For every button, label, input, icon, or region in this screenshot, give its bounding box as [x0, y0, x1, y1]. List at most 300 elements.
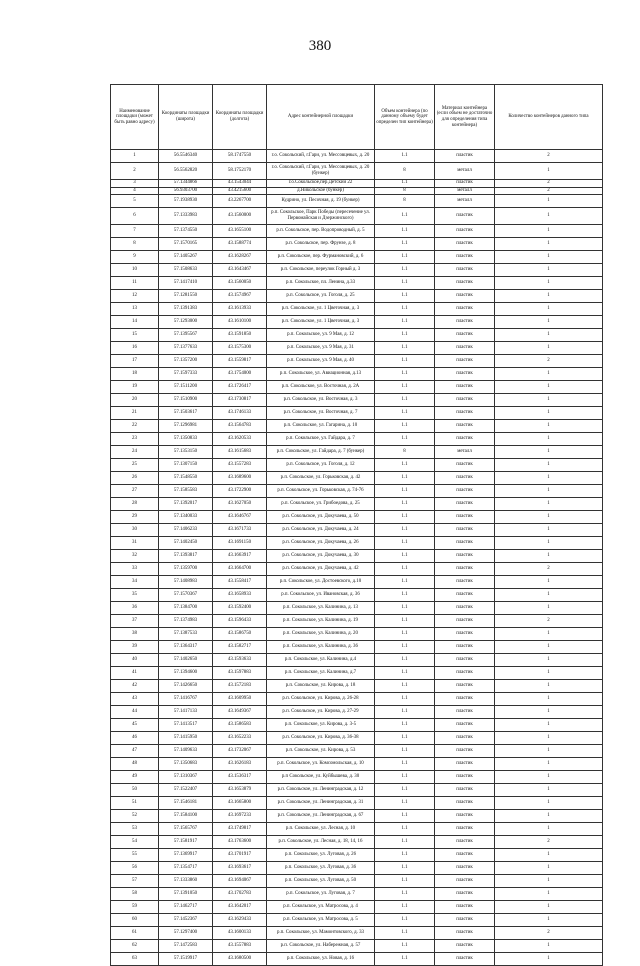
- cell-count: 1: [495, 394, 603, 407]
- cell-site-name: 37: [111, 615, 159, 628]
- cell-material: пластик: [435, 667, 495, 680]
- cell-material: пластик: [435, 511, 495, 524]
- cell-longitude: 43.1610100: [213, 316, 267, 329]
- cell-volume: 1.1: [375, 238, 435, 251]
- cell-site-name: 8: [111, 238, 159, 251]
- cell-longitude: 43.1628267: [213, 251, 267, 264]
- cell-longitude: 43.1649367: [213, 706, 267, 719]
- cell-latitude: 57.1413517: [159, 719, 213, 732]
- cell-latitude: 57.1519917: [159, 953, 213, 966]
- cell-site-name: 20: [111, 394, 159, 407]
- cell-site-name: 62: [111, 940, 159, 953]
- cell-count: 1: [495, 719, 603, 732]
- cell-volume: 1.1: [375, 316, 435, 329]
- cell-latitude: 57.1511200: [159, 381, 213, 394]
- cell-volume: 1.1: [375, 745, 435, 758]
- cell-longitude: 43.1597883: [213, 667, 267, 680]
- cell-latitude: 57.1548550: [159, 472, 213, 485]
- cell-volume: 8: [375, 446, 435, 459]
- table-row: [111, 784, 603, 797]
- cell-count: 1: [495, 953, 603, 966]
- table-row: [111, 745, 603, 758]
- cell-volume: 1.1: [375, 628, 435, 641]
- cell-site-name: 17: [111, 355, 159, 368]
- cell-longitude: 43.1665800: [213, 797, 267, 810]
- cell-longitude: 43.1615683: [213, 446, 267, 459]
- cell-count: 1: [495, 381, 603, 394]
- cell-count: 2: [495, 355, 603, 368]
- table-row: [111, 316, 603, 329]
- cell-latitude: 57.1357200: [159, 355, 213, 368]
- cell-address: р.п. Сокольское, ул. Грибоедова, д. 25: [267, 498, 375, 511]
- table-row: [111, 394, 603, 407]
- cell-latitude: 57.1391383: [159, 303, 213, 316]
- cell-address: р.п. Сокольское, ул. Докучаева, д. 26: [267, 537, 375, 550]
- cell-site-name: 7: [111, 225, 159, 238]
- cell-volume: 1.1: [375, 225, 435, 238]
- cell-address: р.п. Сокольское, ул. Докучаева, д. 24: [267, 524, 375, 537]
- cell-site-name: 23: [111, 433, 159, 446]
- table-row: [111, 901, 603, 914]
- cell-site-name: 25: [111, 459, 159, 472]
- cell-material: пластик: [435, 277, 495, 290]
- cell-volume: 1.1: [375, 641, 435, 654]
- table-row: [111, 459, 603, 472]
- cell-material: пластик: [435, 208, 495, 225]
- cell-latitude: 56.5562820: [159, 163, 213, 180]
- cell-volume: 1.1: [375, 472, 435, 485]
- cell-material: пластик: [435, 927, 495, 940]
- cell-longitude: 43.1749817: [213, 823, 267, 836]
- cell-count: 1: [495, 654, 603, 667]
- page-number: 380: [308, 38, 332, 54]
- cell-site-name: 2: [111, 163, 159, 180]
- cell-address: р.п. Сокольское, ул. Луговая, д. 36: [267, 862, 375, 875]
- cell-address: р.п. Сокольское, ул. Кирова, д. 26-28: [267, 693, 375, 706]
- cell-volume: 1.1: [375, 150, 435, 163]
- cell-address: р.п. Сокольское, пер. Водопроводный, д. 5: [267, 225, 375, 238]
- cell-longitude: 43.1560000: [213, 208, 267, 225]
- table-row: [111, 823, 603, 836]
- cell-count: 1: [495, 797, 603, 810]
- cell-address: р.п. Сокольское, ул. Докучаева, д. 30: [267, 550, 375, 563]
- cell-latitude: 57.1310367: [159, 771, 213, 784]
- cell-material: пластик: [435, 641, 495, 654]
- cell-material: пластик: [435, 953, 495, 966]
- cell-latitude: 57.1353150: [159, 446, 213, 459]
- cell-site-name: 36: [111, 602, 159, 615]
- cell-count: 1: [495, 329, 603, 342]
- table-row: [111, 836, 603, 849]
- cell-count: 1: [495, 706, 603, 719]
- cell-address: р.п. Сокольское, ул. Матросова, д. 5: [267, 914, 375, 927]
- cell-latitude: 57.1416767: [159, 693, 213, 706]
- cell-longitude: 43.1586750: [213, 628, 267, 641]
- cell-address: р.п. Сокольское, ул. Калинина, д. 20: [267, 628, 375, 641]
- cell-count: 1: [495, 875, 603, 888]
- cell-latitude: 57.1406233: [159, 524, 213, 537]
- cell-address: р.п. Сокольское, ул. Восточная, д. 7: [267, 407, 375, 420]
- cell-material: пластик: [435, 355, 495, 368]
- cell-site-name: 50: [111, 784, 159, 797]
- cell-latitude: 57.1394600: [159, 667, 213, 680]
- cell-count: 1: [495, 459, 603, 472]
- table-row: [111, 706, 603, 719]
- cell-volume: 8: [375, 195, 435, 208]
- cell-material: пластик: [435, 303, 495, 316]
- cell-latitude: 56.9303700: [159, 187, 213, 195]
- cell-address: р.п. Сокольское, ул. Ленинградская, д. 12: [267, 784, 375, 797]
- cell-longitude: 43.1591850: [213, 329, 267, 342]
- table-row: [111, 693, 603, 706]
- cell-volume: 1.1: [375, 914, 435, 927]
- cell-longitude: 43.1702783: [213, 888, 267, 901]
- cell-volume: 1.1: [375, 888, 435, 901]
- cell-site-name: 42: [111, 680, 159, 693]
- cell-longitude: 43.1671733: [213, 524, 267, 537]
- cell-longitude: 43.1613933: [213, 303, 267, 316]
- cell-volume: 1.1: [375, 940, 435, 953]
- cell-volume: 1.1: [375, 381, 435, 394]
- cell-latitude: 57.1462717: [159, 901, 213, 914]
- cell-volume: 1.1: [375, 433, 435, 446]
- cell-material: пластик: [435, 225, 495, 238]
- cell-material: пластик: [435, 459, 495, 472]
- table-row: [111, 368, 603, 381]
- cell-latitude: 57.1426650: [159, 680, 213, 693]
- cell-material: пластик: [435, 498, 495, 511]
- cell-site-name: 30: [111, 524, 159, 537]
- cell-volume: 1.1: [375, 563, 435, 576]
- cell-latitude: 57.1333983: [159, 208, 213, 225]
- cell-material: пластик: [435, 589, 495, 602]
- header-volume: Объем контейнера (по данному объему будет определен тип контейнера): [375, 85, 435, 150]
- table-header-row: [111, 85, 603, 150]
- table-row: [111, 433, 603, 446]
- cell-count: 2: [495, 563, 603, 576]
- cell-longitude: 43.1627050: [213, 498, 267, 511]
- cell-count: 1: [495, 498, 603, 511]
- cell-longitude: 43.1689600: [213, 472, 267, 485]
- cell-count: 1: [495, 238, 603, 251]
- table-row: [111, 238, 603, 251]
- cell-latitude: 57.1581917: [159, 836, 213, 849]
- table-row: [111, 381, 603, 394]
- cell-address: р.п. Сокольское, ул. Восточная, д. 2А: [267, 381, 375, 394]
- cell-latitude: 57.1405267: [159, 251, 213, 264]
- cell-count: 1: [495, 195, 603, 208]
- cell-site-name: 16: [111, 342, 159, 355]
- cell-site-name: 63: [111, 953, 159, 966]
- cell-volume: 8: [375, 187, 435, 195]
- cell-latitude: 57.1417133: [159, 706, 213, 719]
- cell-longitude: 43.1732067: [213, 745, 267, 758]
- cell-count: 1: [495, 810, 603, 823]
- cell-longitude: 43.1664700: [213, 563, 267, 576]
- cell-volume: 1.1: [375, 537, 435, 550]
- cell-site-name: 19: [111, 381, 159, 394]
- cell-longitude: 43.1586583: [213, 719, 267, 732]
- cell-count: 1: [495, 576, 603, 589]
- cell-count: 2: [495, 836, 603, 849]
- cell-address: р.п. Сокольское, ул. Восточная, д. 3: [267, 394, 375, 407]
- cell-count: 1: [495, 862, 603, 875]
- cell-material: пластик: [435, 238, 495, 251]
- table-row: [111, 914, 603, 927]
- cell-address: р.п. Сокольское, ул. Калинина, д.4: [267, 654, 375, 667]
- cell-address: р.п. Сокольское, пл. Ленина, д.33: [267, 277, 375, 290]
- cell-volume: 1.1: [375, 758, 435, 771]
- cell-volume: 1.1: [375, 511, 435, 524]
- cell-volume: 1.1: [375, 264, 435, 277]
- cell-latitude: 57.1340033: [159, 511, 213, 524]
- cell-address: р.п. Сокольское, ул. Лесная, д. 10: [267, 823, 375, 836]
- cell-longitude: 43.1730817: [213, 394, 267, 407]
- cell-longitude: 43.1559817: [213, 355, 267, 368]
- cell-longitude: 58.1752170: [213, 163, 267, 180]
- cell-material: пластик: [435, 150, 495, 163]
- cell-count: 1: [495, 628, 603, 641]
- table-row: [111, 940, 603, 953]
- table-row: [111, 615, 603, 628]
- cell-material: пластик: [435, 719, 495, 732]
- cell-count: 1: [495, 888, 603, 901]
- cell-longitude: 43.1652233: [213, 732, 267, 745]
- cell-count: 1: [495, 784, 603, 797]
- cell-latitude: 57.1472583: [159, 940, 213, 953]
- cell-address: г.о. Сокольский, г.Гари, ул. Мессовцевых, д. 20: [267, 150, 375, 163]
- cell-material: пластик: [435, 693, 495, 706]
- cell-volume: 1.1: [375, 667, 435, 680]
- cell-site-name: 58: [111, 888, 159, 901]
- cell-volume: 1.1: [375, 680, 435, 693]
- cell-latitude: 57.1570367: [159, 589, 213, 602]
- cell-address: р.п. Сокольское, ул. Гайдара, д. 7 (бункер): [267, 446, 375, 459]
- cell-longitude: 43.1680500: [213, 953, 267, 966]
- cell-volume: 1.1: [375, 251, 435, 264]
- cell-longitude: 43.1600133: [213, 927, 267, 940]
- cell-latitude: 57.1344866: [159, 180, 213, 188]
- cell-material: пластик: [435, 901, 495, 914]
- cell-longitude: 43.1658933: [213, 589, 267, 602]
- cell-volume: 1.1: [375, 784, 435, 797]
- cell-material: металл: [435, 187, 495, 195]
- cell-longitude: 43.1557283: [213, 459, 267, 472]
- cell-site-name: 33: [111, 563, 159, 576]
- cell-site-name: 41: [111, 667, 159, 680]
- cell-count: 1: [495, 550, 603, 563]
- cell-volume: 1.1: [375, 420, 435, 433]
- cell-count: 1: [495, 849, 603, 862]
- cell-longitude: 43.1596433: [213, 615, 267, 628]
- cell-address: р.п. Сокольское, ул. Гоголя, д. 25: [267, 290, 375, 303]
- table-row: [111, 264, 603, 277]
- cell-longitude: 43.1536317: [213, 771, 267, 784]
- cell-address: р.п. Сокольское, ул. Гагарина, д. 10: [267, 420, 375, 433]
- table-row: [111, 576, 603, 589]
- cell-site-name: 31: [111, 537, 159, 550]
- cell-volume: 1.1: [375, 732, 435, 745]
- cell-volume: 1.1: [375, 719, 435, 732]
- cell-latitude: 57.1354717: [159, 862, 213, 875]
- cell-site-name: 38: [111, 628, 159, 641]
- cell-site-name: 13: [111, 303, 159, 316]
- table-row: [111, 225, 603, 238]
- table-row: [111, 537, 603, 550]
- table-row: [111, 550, 603, 563]
- cell-volume: 1.1: [375, 394, 435, 407]
- cell-count: 1: [495, 316, 603, 329]
- cell-count: 1: [495, 823, 603, 836]
- table-row: [111, 187, 603, 195]
- cell-material: пластик: [435, 849, 495, 862]
- cell-site-name: 35: [111, 589, 159, 602]
- cell-volume: 1.1: [375, 368, 435, 381]
- cell-address: р.п. Сокольское, ул. Луговая, д. 26: [267, 849, 375, 862]
- cell-latitude: 57.1585583: [159, 485, 213, 498]
- cell-longitude: 43.1609950: [213, 693, 267, 706]
- cell-count: 1: [495, 901, 603, 914]
- cell-site-name: 47: [111, 745, 159, 758]
- cell-latitude: 57.1359700: [159, 563, 213, 576]
- cell-site-name: 44: [111, 706, 159, 719]
- cell-count: 1: [495, 472, 603, 485]
- cell-latitude: 57.1402450: [159, 537, 213, 550]
- cell-volume: 1.1: [375, 277, 435, 290]
- cell-site-name: 29: [111, 511, 159, 524]
- cell-site-name: 49: [111, 771, 159, 784]
- cell-material: пластик: [435, 381, 495, 394]
- cell-volume: 1.1: [375, 342, 435, 355]
- cell-material: пластик: [435, 485, 495, 498]
- table-row: [111, 150, 603, 163]
- cell-volume: 1.1: [375, 862, 435, 875]
- cell-address: р.п. Сокольское, ул. Мамонтовского, д. 33: [267, 927, 375, 940]
- cell-material: пластик: [435, 251, 495, 264]
- cell-site-name: 1: [111, 150, 159, 163]
- cell-volume: 1.1: [375, 355, 435, 368]
- cell-longitude: 43.1626183: [213, 758, 267, 771]
- cell-count: 1: [495, 420, 603, 433]
- cell-latitude: 57.1387533: [159, 628, 213, 641]
- table-row: [111, 208, 603, 225]
- header-latitude: Координаты площадки (широта): [159, 85, 213, 150]
- cell-material: пластик: [435, 823, 495, 836]
- cell-longitude: 43.1543044: [213, 180, 267, 188]
- table-row: [111, 524, 603, 537]
- cell-longitude: 43.1646767: [213, 511, 267, 524]
- cell-latitude: 57.1307150: [159, 459, 213, 472]
- cell-address: р.п. Сокольское, ул. Луговая, д. 7: [267, 888, 375, 901]
- cell-address: р.п. Сокольское, ул. Калинина, д. 13: [267, 602, 375, 615]
- cell-site-name: 40: [111, 654, 159, 667]
- cell-material: пластик: [435, 888, 495, 901]
- cell-site-name: 45: [111, 719, 159, 732]
- cell-latitude: 57.1350683: [159, 758, 213, 771]
- cell-address: г.о. Сокольский, г.Гари, ул. Мессовцевых, д. 20 (бункер): [267, 163, 375, 180]
- cell-count: 2: [495, 615, 603, 628]
- cell-latitude: 57.1452367: [159, 914, 213, 927]
- cell-address: р.п Сокольское, ул. Куйбышева, д. 30: [267, 771, 375, 784]
- cell-material: пластик: [435, 771, 495, 784]
- cell-longitude: 58.1747550: [213, 150, 267, 163]
- cell-material: пластик: [435, 180, 495, 188]
- cell-volume: 8: [375, 163, 435, 180]
- cell-site-name: 53: [111, 823, 159, 836]
- cell-count: 1: [495, 368, 603, 381]
- cell-count: 1: [495, 485, 603, 498]
- cell-volume: 1.1: [375, 849, 435, 862]
- cell-latitude: 57.1281550: [159, 290, 213, 303]
- cell-site-name: 24: [111, 446, 159, 459]
- table-row: [111, 303, 603, 316]
- cell-volume: 1.1: [375, 589, 435, 602]
- cell-latitude: 57.1374550: [159, 225, 213, 238]
- cell-site-name: 22: [111, 420, 159, 433]
- cell-address: р.п. Сокольское, ул. Докучаева, д. 42: [267, 563, 375, 576]
- cell-longitude: 43.1629433: [213, 914, 267, 927]
- cell-site-name: 51: [111, 797, 159, 810]
- cell-address: р.п. Сокольское, ул. Горьковская, д. 74-76: [267, 485, 375, 498]
- cell-latitude: 57.1296981: [159, 420, 213, 433]
- cell-volume: 1.1: [375, 615, 435, 628]
- cell-longitude: 43.1693617: [213, 862, 267, 875]
- cell-latitude: 57.1297400: [159, 927, 213, 940]
- cell-volume: 1.1: [375, 810, 435, 823]
- cell-site-name: 56: [111, 862, 159, 875]
- cell-volume: 1.1: [375, 901, 435, 914]
- cell-site-name: 52: [111, 810, 159, 823]
- cell-count: 1: [495, 602, 603, 615]
- cell-volume: 1.1: [375, 180, 435, 188]
- container-sites-table: [110, 84, 603, 966]
- cell-latitude: 57.1503617: [159, 407, 213, 420]
- cell-volume: 1.1: [375, 953, 435, 966]
- cell-material: пластик: [435, 342, 495, 355]
- cell-address: р.п. Сокольское, ул. Калинина, д. 36: [267, 641, 375, 654]
- cell-latitude: 57.1415950: [159, 732, 213, 745]
- cell-count: 1: [495, 667, 603, 680]
- cell-address: р.п. Сокольское, ул. Калинина, д.7: [267, 667, 375, 680]
- cell-latitude: 57.1510900: [159, 394, 213, 407]
- cell-longitude: 43.1663917: [213, 550, 267, 563]
- cell-volume: 1.1: [375, 823, 435, 836]
- cell-count: 1: [495, 641, 603, 654]
- cell-material: пластик: [435, 797, 495, 810]
- cell-latitude: 57.1377633: [159, 342, 213, 355]
- cell-volume: 1.1: [375, 576, 435, 589]
- cell-count: 2: [495, 187, 603, 195]
- cell-latitude: 57.1584100: [159, 810, 213, 823]
- cell-site-name: 48: [111, 758, 159, 771]
- cell-material: металл: [435, 163, 495, 180]
- cell-volume: 1.1: [375, 329, 435, 342]
- table-row: [111, 355, 603, 368]
- cell-longitude: 43.1722900: [213, 485, 267, 498]
- cell-count: 1: [495, 771, 603, 784]
- cell-latitude: 57.1508633: [159, 264, 213, 277]
- cell-volume: 1.1: [375, 797, 435, 810]
- cell-material: пластик: [435, 706, 495, 719]
- table-row: [111, 277, 603, 290]
- table-row: [111, 888, 603, 901]
- cell-address: р.п. Сокольское, ул. Ленинградская, д. 31: [267, 797, 375, 810]
- cell-count: 1: [495, 745, 603, 758]
- table-row: [111, 953, 603, 966]
- cell-material: пластик: [435, 680, 495, 693]
- table-row: [111, 628, 603, 641]
- cell-site-name: 4: [111, 187, 159, 195]
